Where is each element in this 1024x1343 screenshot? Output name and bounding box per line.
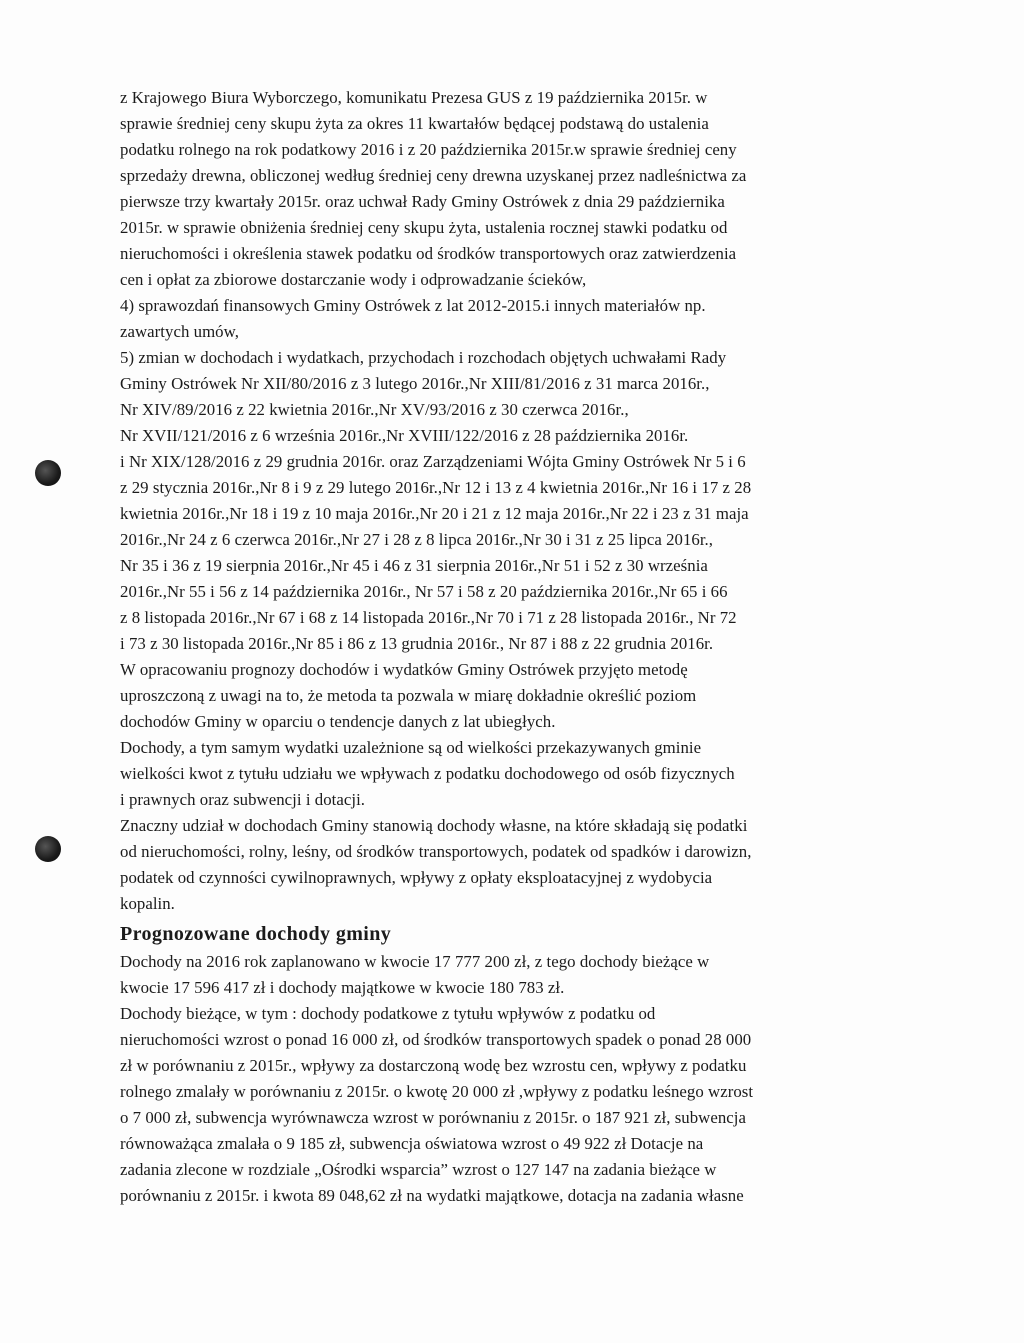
text-line: uproszczoną z uwagi na to, że metoda ta pozwala w miarę dokładnie określić poziom [120,686,697,705]
text-line: Znaczny udział w dochodach Gminy stanowią dochody własne, na które składają się podatki [120,816,748,835]
punch-hole-mark [35,460,61,486]
text-line: od nieruchomości, rolny, leśny, od środków transportowych, podatek od spadków i darowizn, [120,842,752,861]
text-line: 4) sprawozdań finansowych Gminy Ostrówek z lat 2012-2015.i innych materiałów np. [120,296,706,315]
text-line: o 7 000 zł, subwencja wyrównawcza wzrost w porównaniu z 2015r. o 187 921 zł, subwencja [120,1108,746,1127]
text-line: wielkości kwot z tytułu udziału we wpływach z podatku dochodowego od osób fizycznych [120,764,735,783]
text-line: Dochody na 2016 rok zaplanowano w kwocie 17 777 200 zł, z tego dochody bieżące w [120,952,710,971]
text-line: kopalin. [120,894,175,913]
text-line: podatek od czynności cywilnoprawnych, wpływy z opłaty eksploatacyjnej z wydobycia [120,868,713,887]
text-line: sprawie średniej ceny skupu żyta za okres 11 kwartałów będącej podstawą do ustalenia [120,114,709,133]
text-line: Gminy Ostrówek Nr XII/80/2016 z 3 lutego 2016r.,Nr XIII/81/2016 z 31 marca 2016r., [120,374,710,393]
text-line: zawartych umów, [120,322,239,341]
text-line: 2016r.,Nr 55 i 56 z 14 października 2016r., Nr 57 i 58 z 20 października 2016r.,Nr 65 i 66 [120,582,728,601]
text-line: porównaniu z 2015r. i kwota 89 048,62 zł na wydatki majątkowe, dotacja na zadania własne [120,1186,744,1205]
text-line: kwocie 17 596 417 zł i dochody majątkowe w kwocie 180 783 zł. [120,978,565,997]
punch-hole-mark [35,836,61,862]
text-line: cen i opłat za zbiorowe dostarczanie wody i odprowadzanie ścieków, [120,270,587,289]
text-line: 2016r.,Nr 24 z 6 czerwca 2016r.,Nr 27 i 28 z 8 lipca 2016r.,Nr 30 i 31 z 25 lipca 2016r., [120,530,714,549]
text-line: Nr 35 i 36 z 19 sierpnia 2016r.,Nr 45 i 46 z 31 sierpnia 2016r.,Nr 51 i 52 z 30 września [120,556,708,575]
text-line: rolnego zmalały w porównaniu z 2015r. o kwotę 20 000 zł ,wpływy z podatku leśnego wzrost [120,1082,754,1101]
text-line: 2015r. w sprawie obniżenia średniej ceny skupu żyta, ustalenia rocznej stawki podatku od [120,218,728,237]
text-line: i Nr XIX/128/2016 z 29 grudnia 2016r. oraz Zarządzeniami Wójta Gminy Ostrówek Nr 5 i 6 [120,452,746,471]
text-line: równoważąca zmalała o 9 185 zł, subwencja oświatowa wzrost o 49 922 zł Dotacje na [120,1134,704,1153]
text-line: W opracowaniu prognozy dochodów i wydatków Gminy Ostrówek przyjęto metodę [120,660,688,679]
text-line: sprzedaży drewna, obliczonej według średniej ceny drewna uzyskanej przez nadleśnictwa za [120,166,747,185]
text-line: nieruchomości i określenia stawek podatku od środków transportowych oraz zatwierdzenia [120,244,737,263]
text-line: pierwsze trzy kwartały 2015r. oraz uchwał Rady Gminy Ostrówek z dnia 29 października [120,192,725,211]
text-line: dochodów Gminy w oparciu o tendencje danych z lat ubiegłych. [120,712,556,731]
text-line: i 73 z 30 listopada 2016r.,Nr 85 i 86 z 13 grudnia 2016r., Nr 87 i 88 z 22 grudnia 2016r. [120,634,714,653]
text-line: nieruchomości wzrost o ponad 16 000 zł, od środków transportowych spadek o ponad 28 000 [120,1030,752,1049]
text-line: z Krajowego Biura Wyborczego, komunikatu Prezesa GUS z 19 października 2015r. w [120,88,708,107]
text-line: zadania zlecone w rozdziale „Ośrodki wsparcia” wzrost o 127 147 na zadania bieżące w [120,1160,717,1179]
text-line: Dochody bieżące, w tym : dochody podatkowe z tytułu wpływów z podatku od [120,1004,656,1023]
text-line: i prawnych oraz subwencji i dotacji. [120,790,366,809]
text-line: 5) zmian w dochodach i wydatkach, przychodach i rozchodach objętych uchwałami Rady [120,348,727,367]
text-line: podatku rolnego na rok podatkowy 2016 i z 20 października 2015r.w sprawie średniej ceny [120,140,737,159]
text-line: z 29 stycznia 2016r.,Nr 8 i 9 z 29 lutego 2016r.,Nr 12 i 13 z 4 kwietnia 2016r.,Nr 16 i 17 z 28 [120,478,752,497]
text-line: kwietnia 2016r.,Nr 18 i 19 z 10 maja 2016r.,Nr 20 i 21 z 12 maja 2016r.,Nr 22 i 23 z 31 maja [120,504,749,523]
text-line: Dochody, a tym samym wydatki uzależnione są od wielkości przekazywanych gminie [120,738,702,757]
section-heading: Prognozowane dochody gminy [120,923,392,945]
text-line: Nr XVII/121/2016 z 6 września 2016r.,Nr XVIII/122/2016 z 28 października 2016r. [120,426,689,445]
text-line: z 8 listopada 2016r.,Nr 67 i 68 z 14 listopada 2016r.,Nr 70 i 71 z 28 listopada 2016r., Nr 72 [120,608,737,627]
text-line: Nr XIV/89/2016 z 22 kwietnia 2016r.,Nr XV/93/2016 z 30 czerwca 2016r., [120,400,629,419]
text-line: zł w porównaniu z 2015r., wpływy za dostarczoną wodę bez wzrostu cen, wpływy z podatku [120,1056,747,1075]
